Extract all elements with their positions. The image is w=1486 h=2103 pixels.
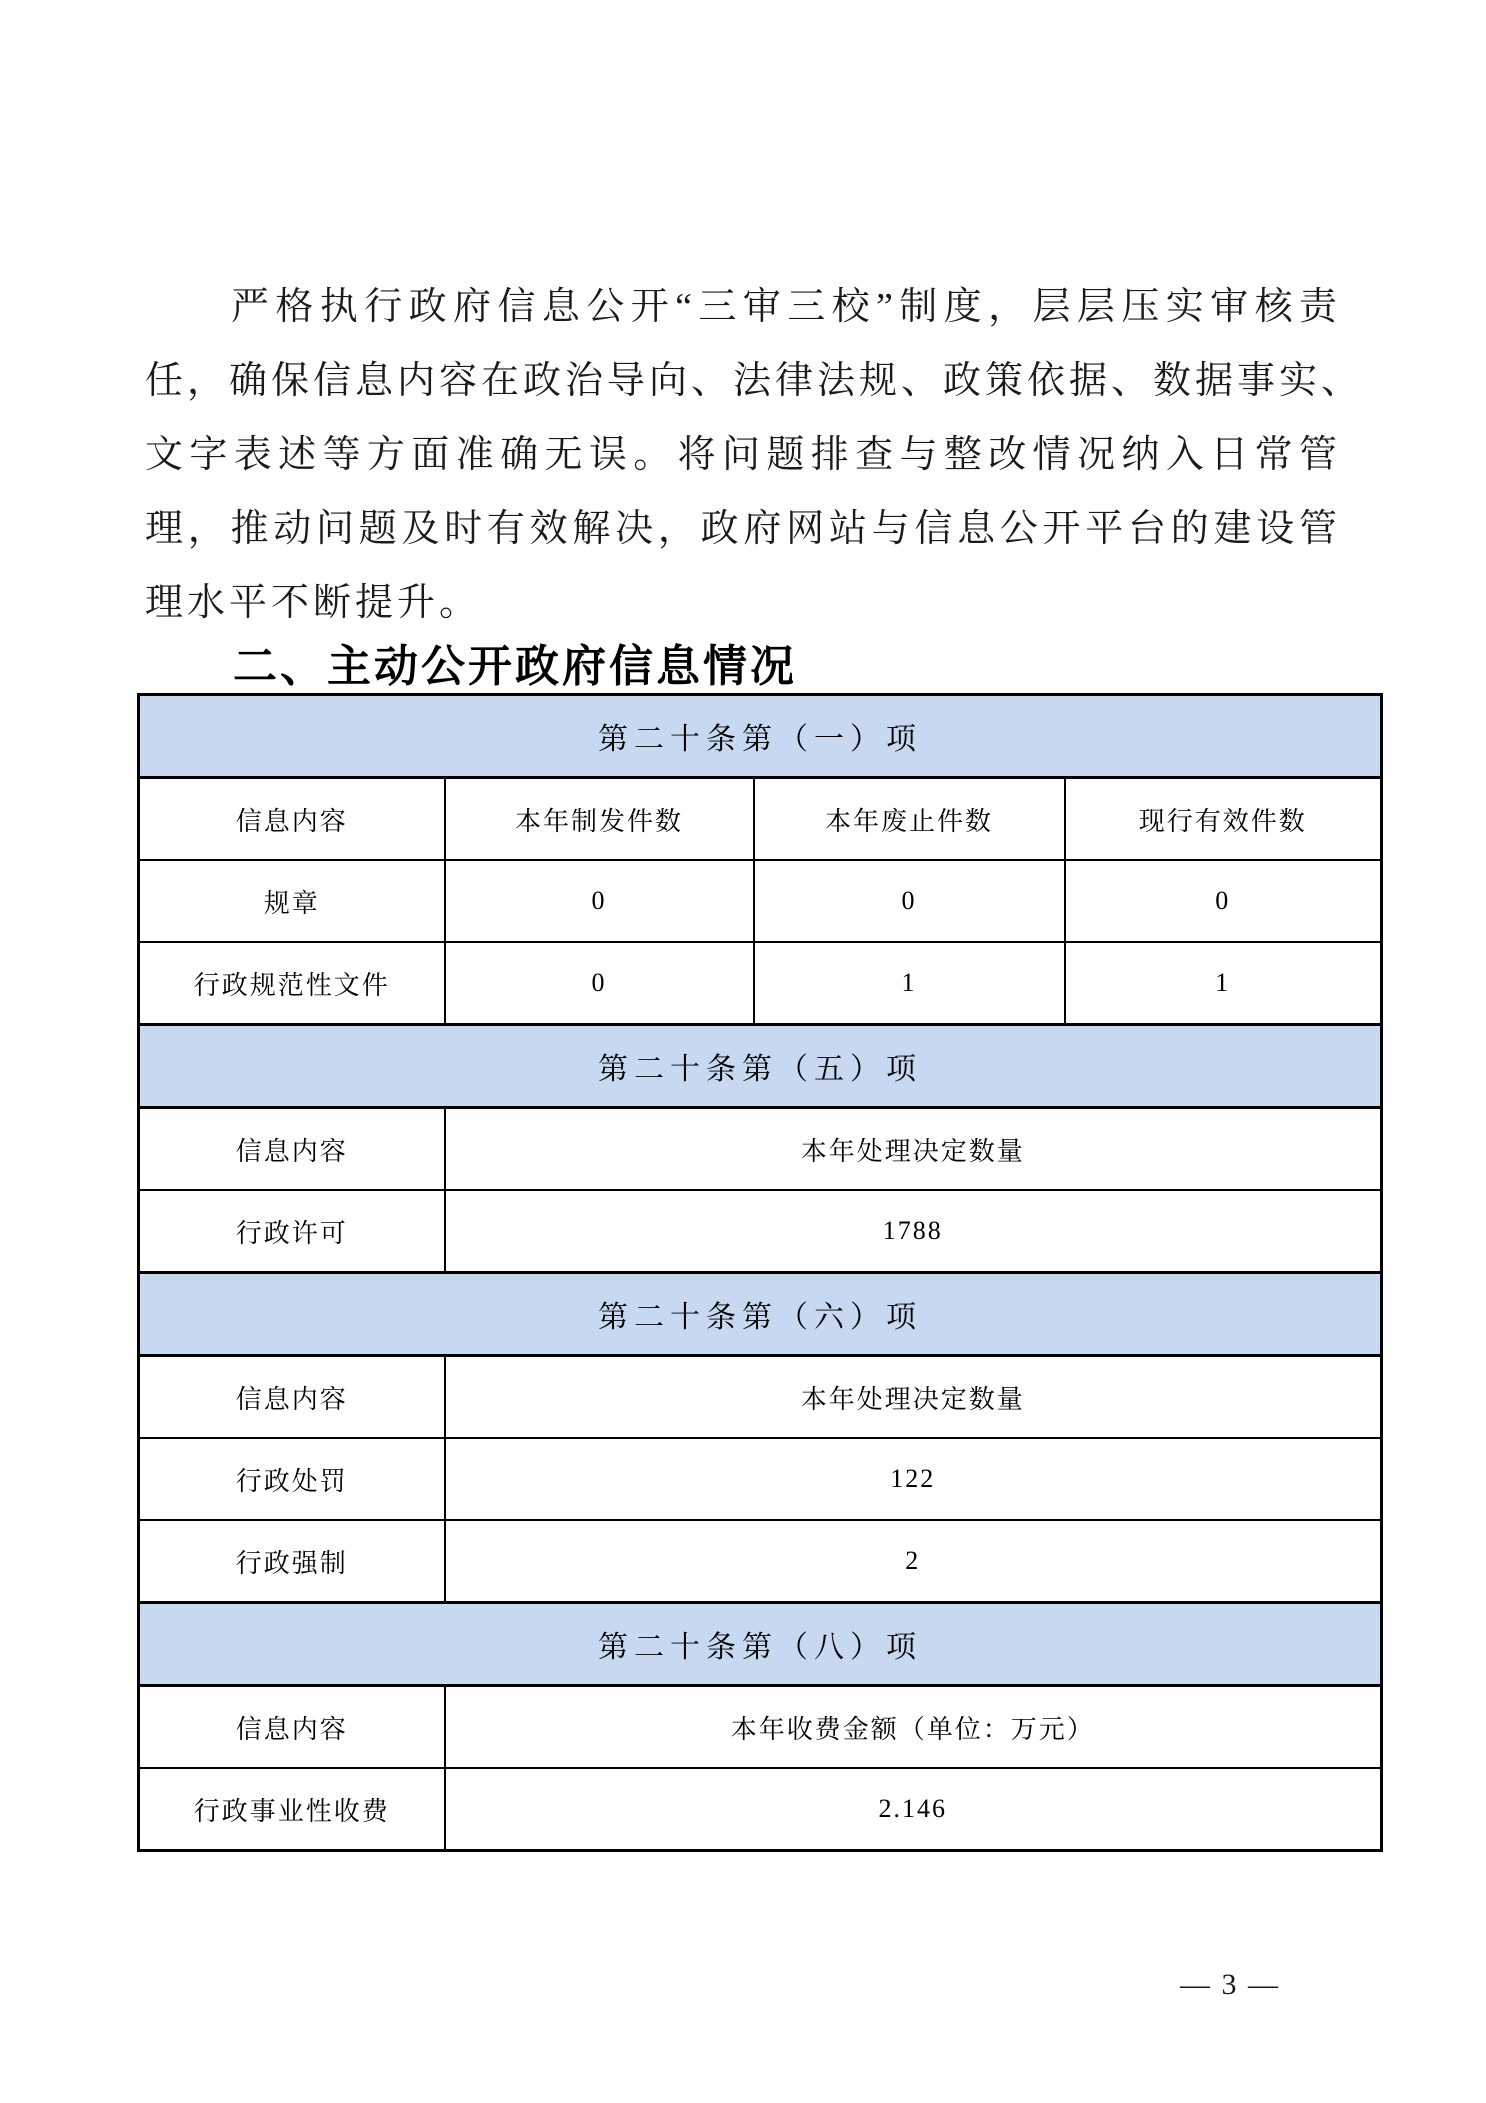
value-cell: 2: [445, 1520, 1382, 1603]
value-cell: 本年制发件数: [445, 778, 754, 861]
table-row: [139, 1520, 1382, 1603]
paragraph-line: 理，推动问题及时有效解决，政府网站与信息公开平台的建设管: [145, 508, 1341, 550]
value-cell: 本年收费金额（单位：万元）: [445, 1686, 1382, 1769]
paragraph-line: 理水平不断提升。: [145, 582, 482, 624]
table-row: [139, 778, 1382, 861]
table-section-band-row: [139, 1603, 1382, 1686]
table-row: [139, 860, 1382, 942]
value-cell: 2.146: [445, 1768, 1382, 1851]
row-label-cell: 信息内容: [139, 778, 445, 861]
value-cell: 0: [445, 942, 754, 1025]
row-label-cell: 信息内容: [139, 1686, 445, 1769]
section-band-cell: 第二十条第（六）项: [139, 1273, 1382, 1356]
value-cell: 现行有效件数: [1065, 778, 1382, 861]
value-cell: 1: [754, 942, 1065, 1025]
value-cell: 1: [1065, 942, 1382, 1025]
value-cell: 本年处理决定数量: [445, 1108, 1382, 1191]
row-label-cell: 信息内容: [139, 1108, 445, 1191]
value-cell: 本年废止件数: [754, 778, 1065, 861]
section-heading: 二、主动公开政府信息情况: [233, 642, 797, 691]
row-label-cell: 行政事业性收费: [139, 1768, 445, 1851]
table-row: [139, 1190, 1382, 1273]
value-cell: 1788: [445, 1190, 1382, 1273]
table-section-band-row: [139, 1025, 1382, 1108]
value-cell: 0: [754, 860, 1065, 942]
row-label-cell: 信息内容: [139, 1356, 445, 1439]
value-cell: 本年处理决定数量: [445, 1356, 1382, 1439]
paragraph-line: 任，确保信息内容在政治导向、法律法规、政策依据、数据事实、: [145, 360, 1364, 402]
section-band-cell: 第二十条第（八）项: [139, 1603, 1382, 1686]
paragraph-line: 严格执行政府信息公开“三审三校”制度，层层压实审核责: [231, 286, 1341, 328]
table-row: [139, 1438, 1382, 1520]
body-paragraph: [145, 270, 1364, 640]
section-band-cell: 第二十条第（一）项: [139, 695, 1382, 778]
section-band-cell: 第二十条第（五）项: [139, 1025, 1382, 1108]
row-label-cell: 行政处罚: [139, 1438, 445, 1520]
value-cell: 0: [1065, 860, 1382, 942]
row-label-cell: 行政许可: [139, 1190, 445, 1273]
row-label-cell: 规章: [139, 860, 445, 942]
table-section-band-row: [139, 1273, 1382, 1356]
page-number: — 3 —: [1180, 1968, 1280, 2001]
value-cell: 0: [445, 860, 754, 942]
table-row: [139, 1356, 1382, 1439]
table-row: [139, 942, 1382, 1025]
row-label-cell: 行政强制: [139, 1520, 445, 1603]
row-label-cell: 行政规范性文件: [139, 942, 445, 1025]
table-row: [139, 1686, 1382, 1769]
table-row: [139, 1108, 1382, 1191]
table-section-band-row: [139, 695, 1382, 778]
disclosure-table: [137, 693, 1383, 1852]
value-cell: 122: [445, 1438, 1382, 1520]
paragraph-line: 文字表述等方面准确无误。将问题排查与整改情况纳入日常管: [145, 434, 1341, 476]
table-row: [139, 1768, 1382, 1851]
